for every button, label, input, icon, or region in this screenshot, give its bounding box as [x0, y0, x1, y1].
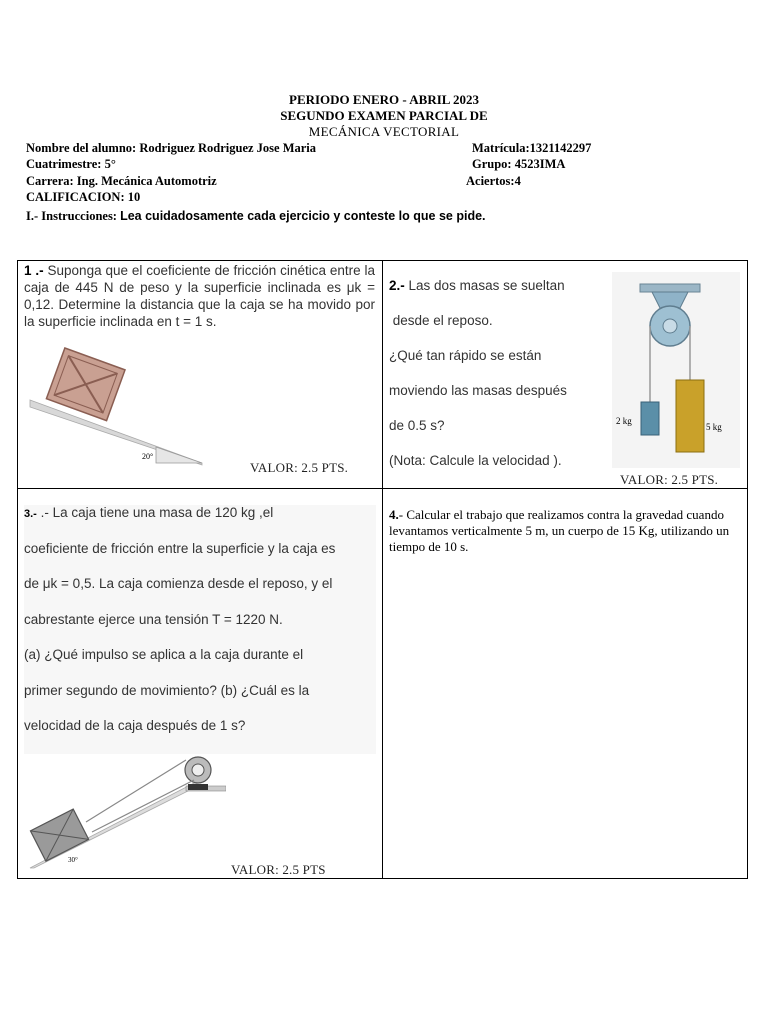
student-carrera: Carrera: Ing. Mecánica Automotriz: [26, 174, 217, 188]
incline-angle-label: 20°: [142, 452, 154, 461]
problem-1-valor: VALOR: 2.5 PTS.: [250, 460, 349, 475]
exam-period: PERIODO ENERO - ABRIL 2023: [289, 92, 479, 107]
table-divider-vertical: [382, 260, 383, 879]
problem-3-text: 3.- .- La caja tiene una masa de 120 kg ,el coeficiente de fricción entre la superficie y la caja es de μk = 0,5. La caja comienza desde el reposo, y el cabrestante ejerce una tensión T = 1220 N. (a) ¿Qué impulso se aplica a la caja durante el primer segundo de movimiento? (b) ¿Cuál es la velocidad de la caja después de 1 s?: [24, 505, 376, 754]
problem-3-valor: VALOR: 2.5 PTS: [231, 862, 326, 877]
incline-crate-figure: [26, 345, 206, 467]
student-cuatrimestre: Cuatrimestre: 5°: [26, 157, 116, 171]
winch-angle-label: 30°: [68, 856, 78, 864]
problem-2-valor: VALOR: 2.5 PTS.: [620, 472, 719, 487]
pulley-masses-figure: [612, 272, 740, 468]
student-aciertos: Aciertos:4: [466, 174, 521, 188]
exam-title: SEGUNDO EXAMEN PARCIAL DE: [280, 108, 488, 123]
mass-5kg-label: 5 kg: [706, 422, 722, 432]
winch-crate-figure: [26, 752, 226, 870]
problem-1-text: 1 .- Suponga que el coeficiente de fricción cinética entre la caja de 445 N de peso y la superficie inclinada es μk = 0,12. Determine la distancia que la caja se ha movido por la superficie inclinada en t = 1 s.: [24, 263, 375, 329]
problem-4-text: 4.- Calcular el trabajo que realizamos contra la gravedad cuando levantamos verticalmente 5 m, un cuerpo de 15 Kg, utilizando un tiempo de 10 s.: [389, 507, 730, 554]
student-name: Nombre del alumno: Rodriguez Rodriguez Jose Maria: [26, 141, 317, 155]
student-matricula: Matrícula:1321142297: [472, 141, 592, 155]
problem-2-text: 2.- Las dos masas se sueltan desde el reposo. ¿Qué tan rápido se están moviendo las masas después de 0.5 s? (Nota: Calcule la velocidad ).: [389, 278, 567, 468]
mass-2kg-label: 2 kg: [616, 416, 632, 426]
instructions: I.- Instrucciones: Lea cuidadosamente cada ejercicio y conteste lo que se pide.: [26, 209, 486, 223]
student-calificacion: CALIFICACION: 10: [26, 190, 141, 204]
student-grupo: Grupo: 4523IMA: [472, 157, 566, 171]
exam-subject: MECÁNICA VECTORIAL: [308, 124, 460, 139]
table-divider-horizontal: [17, 488, 748, 489]
